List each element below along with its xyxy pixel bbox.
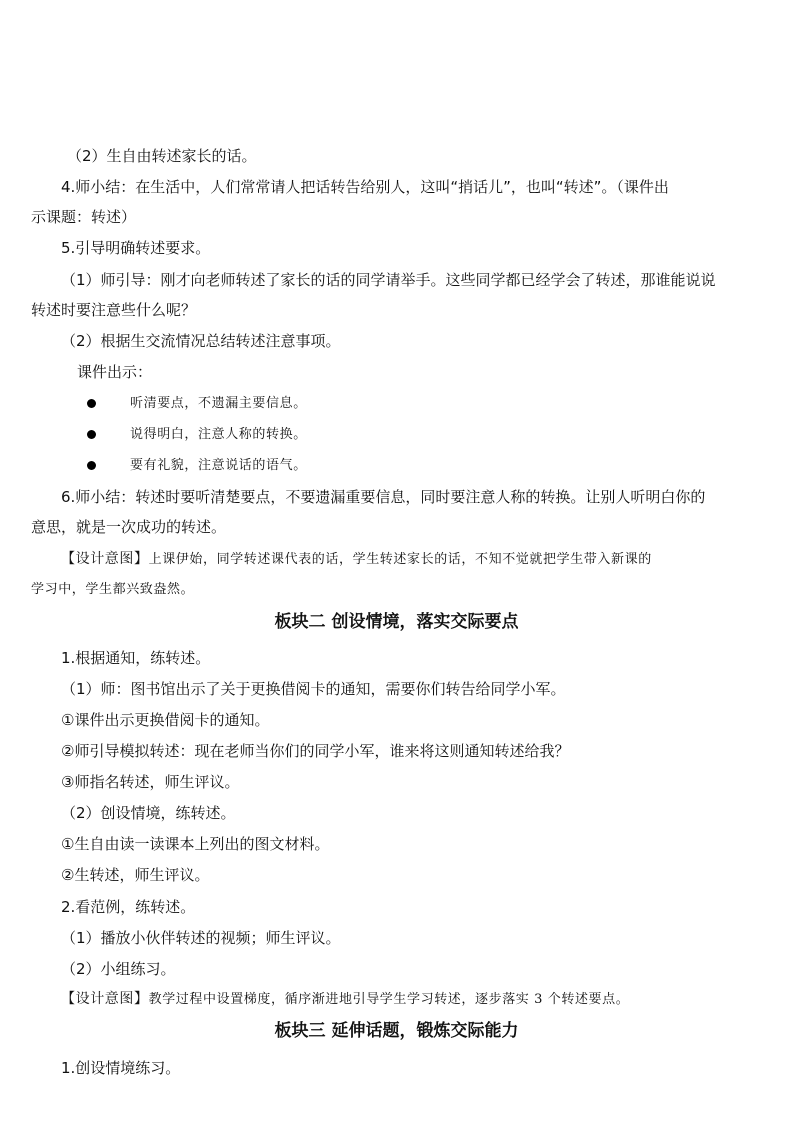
para-library-notice: （1）师：图书馆出示了关于更换借阅卡的通知，需要你们转告给同学小军。	[61, 680, 566, 698]
design-intent-2-label: 【设计意图】	[61, 991, 149, 1007]
para-example-practice: 2.看范例，练转述。	[61, 898, 196, 916]
para-teacher-summary-4: 4.师小结：在生活中，人们常常请人把话转告给别人，这叫“捎话儿”，也叫“转述”。（课件出	[61, 178, 669, 196]
para-courseware-show: 课件出示：	[77, 363, 153, 381]
bullet-item-2: 说得明白，注意人称的转换。	[130, 427, 307, 442]
para-student-retell: （2）生自由转述家长的话。	[67, 147, 257, 165]
para-notice-practice: 1.根据通知，练转述。	[61, 649, 211, 667]
design-intent-1-text: 上课伊始，同学转述课代表的话，学生转述家长的话，不知不觉就把学生带入新课的	[148, 552, 652, 567]
para-step-5: 5.引导明确转述要求。	[61, 239, 211, 257]
para-teacher-summary-4-cont: 示课题：转述）	[31, 208, 137, 226]
bullet-dot-1	[87, 399, 96, 408]
para-teacher-guide-cont: 转述时要注意些什么呢？	[31, 301, 197, 319]
section-heading-2: 板块二 创设情境，落实交际要点	[274, 612, 519, 632]
para-sub-1: ①课件出示更换借阅卡的通知。	[61, 711, 270, 729]
design-intent-1	[61, 549, 652, 570]
para-summarize-notes: （2）根据生交流情况总结转述注意事项。	[61, 332, 341, 350]
design-intent-1-cont: 学习中，学生都兴致盎然。	[31, 582, 195, 597]
para-sub-5: ②生转述，师生评议。	[61, 866, 210, 884]
para-teacher-summary-6: 6.师小结：转述时要听清楚要点，不要遗漏重要信息，同时要注意人称的转换。让别人听明白你的	[61, 488, 706, 506]
para-situation-practice: 1.创设情境练习。	[61, 1059, 181, 1077]
section-heading-3: 板块三 延伸话题，锻炼交际能力	[274, 1021, 519, 1041]
para-sub-2: ②师引导模拟转述：现在老师当你们的同学小军，谁来将这则通知转述给我？	[61, 742, 570, 760]
design-intent-1-label: 【设计意图】	[61, 551, 149, 567]
para-group-practice: （2）小组练习。	[61, 960, 176, 978]
para-sub-3: ③师指名转述，师生评议。	[61, 773, 240, 791]
bullet-item-1: 听清要点，不遗漏主要信息。	[130, 396, 307, 411]
para-sub-4: ①生自由读一读课本上列出的图文材料。	[61, 835, 330, 853]
design-intent-2	[61, 989, 629, 1010]
design-intent-2-text: 教学过程中设置梯度，循序渐进地引导学生学习转述，逐步落实 3 个转述要点。	[148, 992, 630, 1007]
para-teacher-guide: （1）师引导：刚才向老师转述了家长的话的同学请举手。这些同学都已经学会了转述，那谁能说说	[61, 271, 716, 289]
bullet-dot-3	[87, 461, 96, 470]
para-create-situation: （2）创设情境，练转述。	[61, 804, 236, 822]
para-play-video: （1）播放小伙伴转述的视频；师生评议。	[61, 929, 341, 947]
bullet-dot-2	[87, 430, 96, 439]
bullet-item-3: 要有礼貌，注意说话的语气。	[130, 458, 307, 473]
para-teacher-summary-6-cont: 意思，就是一次成功的转述。	[31, 518, 227, 536]
